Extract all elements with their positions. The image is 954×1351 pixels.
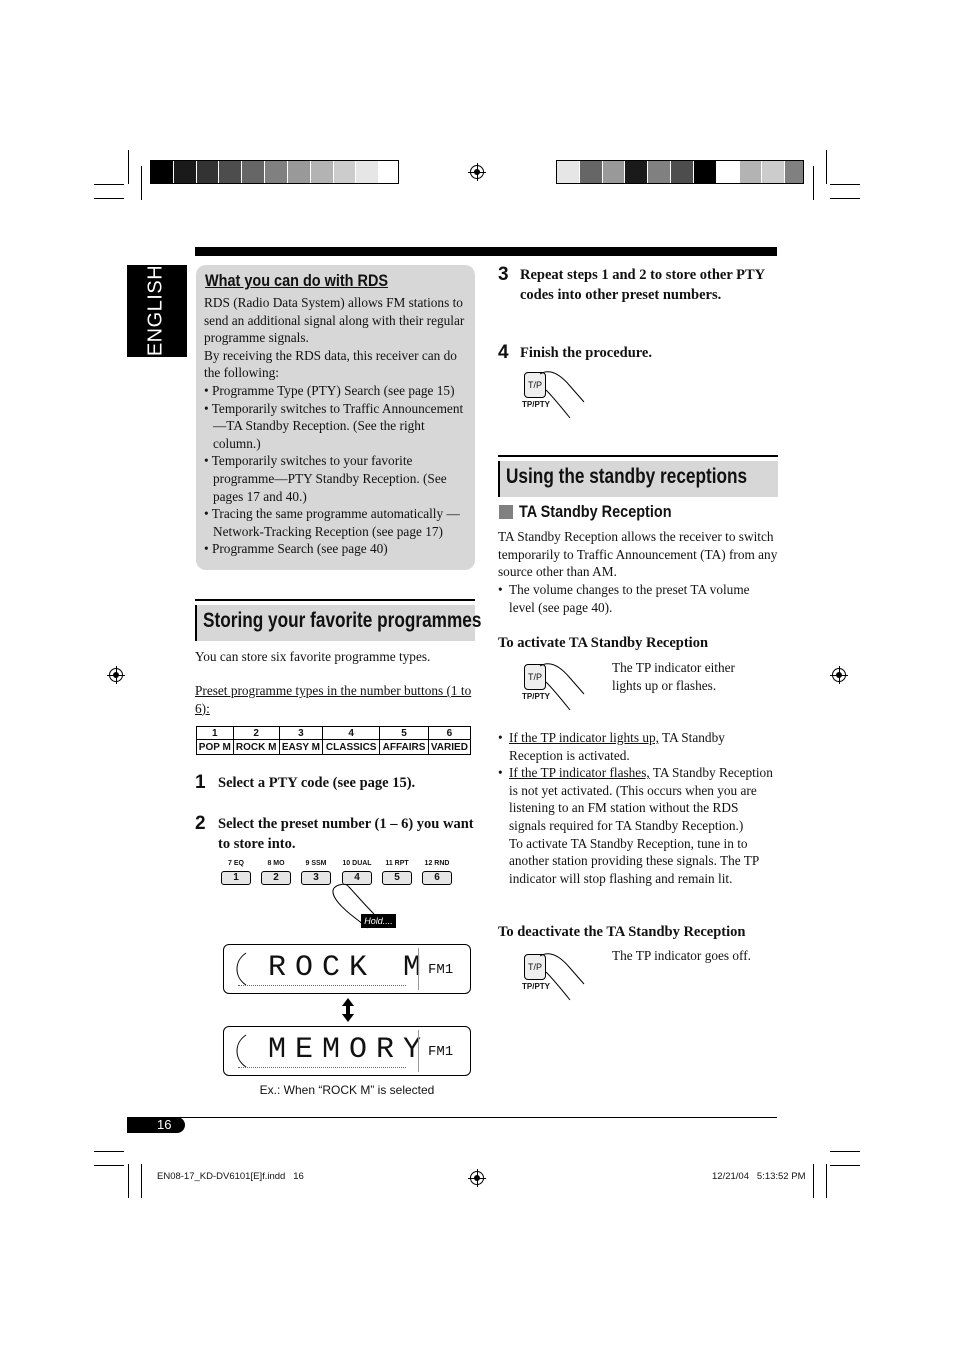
finger-icon — [536, 950, 592, 1004]
tp-pty-button[interactable] — [522, 660, 592, 714]
preset-button-4[interactable]: 4 — [342, 871, 372, 885]
preset-number: 2 — [233, 727, 279, 740]
tp-key: T/P — [524, 954, 546, 980]
rds-box-text — [204, 294, 472, 558]
crop-mark — [128, 1164, 129, 1198]
lcd-segment-line — [238, 985, 406, 986]
button-label: 10 DUAL — [342, 860, 372, 867]
tp-pty-button[interactable] — [522, 368, 592, 422]
step-2-number: 2 — [195, 813, 206, 834]
lcd-arc-icon — [228, 1033, 250, 1069]
step-4-text: Finish the procedure. — [520, 345, 652, 361]
preset-number: 5 — [380, 727, 429, 740]
list-item: • If the TP indicator flashes, TA Standby Reception is not yet activated. (This occurs when you are listening to an FM station without the RDS signals required for TA Standby Reception.) To activate TA Standby Reception, tune in to another station providing these signals. The TP indicator will stop flashing and remain lit. — [498, 764, 778, 887]
step-2-text: Select the preset number (1 – 6) you want to store into. — [218, 816, 474, 852]
preset-button-2[interactable]: 2 — [261, 871, 291, 885]
bullet-2-rest: TA Standby Reception is not yet activated. (This occurs when you are listening to an FM station without the RDS signals required for TA Standby Reception.) — [509, 765, 773, 833]
step-3-number: 3 — [498, 264, 509, 285]
lcd-arc-icon — [228, 951, 250, 987]
button-label: 9 SSM — [305, 860, 327, 867]
preset-button-3[interactable]: 3 — [301, 871, 331, 885]
hold-badge — [361, 914, 396, 928]
tp-key-label: TP/PTY — [522, 982, 551, 991]
list-item: • Temporarily switches to your favorite programme—PTY Standby Reception. (See pages 17 and 40.) — [204, 453, 447, 504]
display-band: FM1 — [428, 962, 454, 978]
ta-standby-subtitle: TA Standby Reception — [519, 502, 672, 521]
finger-icon — [536, 660, 592, 714]
crop-mark — [826, 150, 827, 184]
crop-mark — [141, 166, 142, 200]
language-tab — [127, 265, 187, 357]
lcd-indicator-area — [418, 1030, 465, 1072]
crop-mark — [830, 184, 860, 185]
deactivate-heading: To deactivate the TA Standby Reception — [498, 924, 746, 940]
page-number: 16 — [157, 1117, 172, 1132]
display-rock-m — [223, 944, 471, 994]
step-1-text: Select a PTY code (see page 15). — [218, 775, 416, 791]
preset-type: VARIED — [428, 740, 470, 755]
preset-number: 1 — [197, 727, 234, 740]
double-arrow-icon — [341, 998, 355, 1022]
lcd-segment-line — [238, 1067, 406, 1068]
footer-rule — [127, 1117, 777, 1118]
ta-intro: TA Standby Reception allows the receiver to switch temporarily to Traffic Announcement (TA) from any source other than AM. — [498, 529, 778, 580]
display-memory — [223, 1026, 471, 1076]
display-main-text: ROCK M — [268, 951, 431, 985]
crop-mark — [94, 1165, 124, 1166]
rds-intro-1: RDS (Radio Data System) allows FM stations to send an additional signal along with their regular programme signals. — [204, 295, 465, 346]
footer-timestamp: 12/21/04 5:13:52 PM — [712, 1171, 806, 1182]
crop-mark — [813, 1164, 814, 1198]
preset-type: POP M — [197, 740, 234, 755]
display-band: FM1 — [428, 1044, 454, 1060]
tp-pty-button[interactable] — [522, 950, 592, 1004]
example-caption: Ex.: When “ROCK M” is selected — [259, 1083, 435, 1097]
preset-type: EASY M — [279, 740, 322, 755]
table-row — [197, 740, 471, 755]
bullet-2-underlined: If the TP indicator flashes, — [509, 765, 650, 781]
lcd-indicator-area — [418, 948, 465, 990]
ta-bullet: • The volume changes to the preset TA volume level (see page 40). — [498, 581, 778, 616]
tp-key: T/P — [524, 372, 546, 398]
list-item: • Programme Search (see page 40) — [204, 541, 388, 557]
preset-number: 3 — [279, 727, 322, 740]
step-4-number: 4 — [498, 342, 509, 363]
bullet-1-rest: TA Standby Reception is activated. — [509, 730, 725, 763]
bullet-2-extra: To activate TA Standby Reception, tune in to another station providing these signals. The TP indicator will stop flashing and remain lit. — [509, 835, 759, 886]
bullet-1-underlined: If the TP indicator lights up, — [509, 730, 659, 745]
tp-key-label: TP/PTY — [522, 692, 551, 701]
rds-info-box — [196, 265, 475, 570]
header-rule — [195, 247, 777, 256]
crop-mark — [94, 1151, 124, 1152]
display-main-text: MEMORY — [268, 1033, 431, 1067]
activate-note: The TP indicator either lights up or flashes. — [612, 660, 735, 693]
crop-mark — [830, 198, 860, 199]
registration-mark — [470, 165, 484, 179]
section-square-icon — [499, 505, 513, 519]
ta-bullet-text: The volume changes to the preset TA volume level (see page 40). — [509, 582, 750, 615]
preset-table — [196, 726, 471, 755]
storing-section-header — [195, 599, 482, 639]
storing-section-title: Storing your favorite programmes — [203, 609, 482, 632]
color-bar-left — [150, 160, 399, 184]
crop-mark — [94, 198, 124, 199]
preset-button-1[interactable]: 1 — [221, 871, 251, 885]
step-1-number: 1 — [195, 772, 206, 793]
button-label: 12 RND — [424, 860, 450, 867]
language-tab-label: ENGLISH — [144, 264, 167, 357]
finger-icon — [536, 368, 592, 422]
preset-number: 4 — [323, 727, 380, 740]
crop-mark — [826, 1164, 827, 1198]
registration-mark — [470, 1171, 484, 1185]
step-3-text: Repeat steps 1 and 2 to store other PTY codes into other preset numbers. — [520, 267, 765, 303]
hold-label: Hold.... — [364, 916, 393, 926]
rds-bullet-list — [204, 382, 472, 558]
preset-type: ROCK M — [233, 740, 279, 755]
footer-file-name: EN08-17_KD-DV6101[E]f.indd 16 — [157, 1171, 304, 1182]
list-item: • Temporarily switches to Traffic Announcement—TA Standby Reception. (See the right column.) — [204, 400, 464, 451]
activate-heading: To activate TA Standby Reception — [498, 635, 709, 651]
preset-button-6[interactable]: 6 — [422, 871, 452, 885]
crop-mark — [830, 1151, 860, 1152]
tp-key: T/P — [524, 664, 546, 690]
storing-intro: You can store six favorite programme types. — [195, 649, 431, 664]
button-label: 11 RPT — [385, 860, 409, 867]
button-label: 7 EQ — [228, 860, 244, 867]
list-item: • Programme Type (PTY) Search (see page 15) — [204, 382, 455, 398]
crop-mark — [128, 150, 129, 184]
preset-caption: Preset programme types in the number buttons (1 to 6): — [195, 683, 472, 716]
crop-mark — [141, 1164, 142, 1198]
page-number-tab — [127, 1117, 185, 1133]
standby-section-title: Using the standby receptions — [506, 465, 748, 488]
crop-mark — [830, 1165, 860, 1166]
list-item: • If the TP indicator lights up, TA Standby Reception is activated. — [498, 730, 725, 763]
preset-type: CLASSICS — [323, 740, 380, 755]
deactivate-note: The TP indicator goes off. — [612, 948, 751, 963]
standby-section-header — [498, 455, 778, 495]
indicator-bullets — [498, 729, 778, 887]
registration-mark — [109, 668, 123, 682]
table-row — [197, 727, 471, 740]
preset-type: AFFAIRS — [380, 740, 429, 755]
preset-number: 6 — [428, 727, 470, 740]
color-bar-right — [556, 160, 804, 184]
crop-mark — [813, 166, 814, 200]
button-label: 8 MO — [267, 860, 285, 867]
crop-mark — [94, 184, 124, 185]
rds-box-title: What you can do with RDS — [205, 271, 389, 290]
rds-intro-2: By receiving the RDS data, this receiver can do the following: — [204, 347, 457, 381]
tp-key-label: TP/PTY — [522, 400, 551, 409]
list-item: • Tracing the same programme automatically —Network-Tracking Reception (see page 17) — [204, 506, 460, 539]
registration-mark — [832, 668, 846, 682]
preset-button-5[interactable]: 5 — [382, 871, 412, 885]
